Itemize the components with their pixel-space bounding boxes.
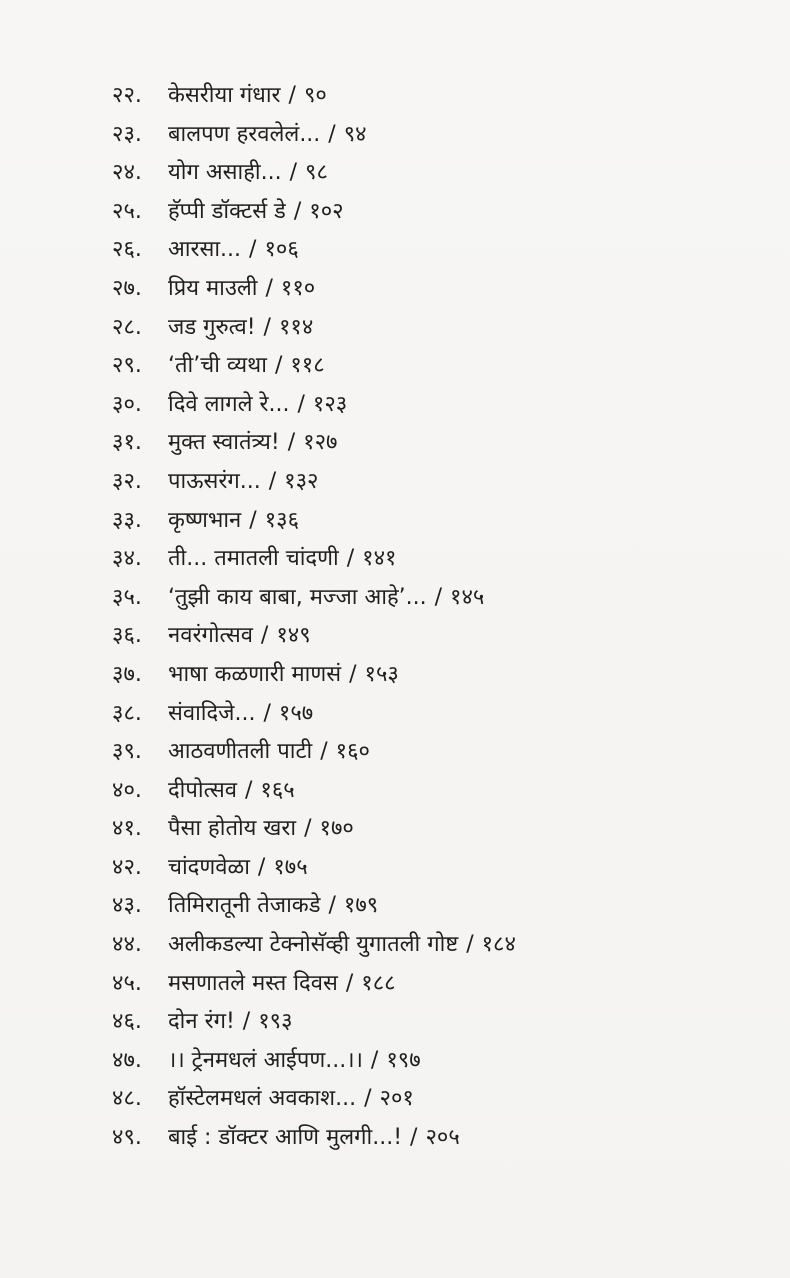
toc-entry (112, 849, 772, 888)
entry-title: मुक्त स्वातंत्र्य! (168, 430, 280, 456)
entry-page-number: ११८ (290, 353, 325, 379)
toc-entry (112, 695, 772, 734)
entry-separator: / (328, 121, 336, 147)
toc-entry (112, 270, 772, 309)
entry-number: ४९. (112, 1125, 142, 1151)
entry-page-number: १४५ (450, 584, 485, 610)
entry-title: भाषा कळणारी माणसं (168, 661, 342, 687)
entry-number: ४५. (112, 970, 142, 996)
entry-number: ३९. (112, 739, 142, 765)
entry-separator: / (244, 777, 253, 803)
entry-page-number: ११० (280, 275, 316, 301)
entry-number: ४१. (112, 816, 142, 842)
entry-page-number: २०५ (425, 1125, 460, 1151)
entry-title: पाऊसरंग... (168, 468, 261, 494)
entry-separator: / (265, 275, 273, 301)
entry-page-number: १३२ (284, 468, 319, 494)
entry-number: ३७. (112, 661, 142, 687)
entry-title: केसरीया गंधार (168, 83, 281, 108)
entry-number: २८. (112, 314, 142, 340)
entry-title: बालपण हरवलेलं... (168, 121, 321, 147)
entry-page-number: १८४ (481, 932, 516, 958)
entry-separator: / (434, 584, 443, 610)
entry-separator: / (328, 893, 336, 919)
entry-page-number: ९८ (305, 160, 328, 186)
entry-number: ३१. (112, 430, 142, 456)
toc-entry (112, 579, 772, 618)
entry-title: अलीकडल्या टेक्नोसॅव्ही युगातली गोष्ट (168, 932, 459, 958)
entry-page-number: ९० (303, 83, 327, 108)
entry-separator: / (349, 661, 357, 687)
entry-number: ३३. (112, 507, 142, 533)
entry-separator: / (268, 468, 277, 494)
entry-separator: / (263, 314, 271, 340)
toc-entry (112, 1080, 772, 1119)
entry-title: मसणातले मस्त दिवस (168, 970, 338, 996)
entry-page-number: १४९ (276, 623, 311, 649)
entry-page-number: १९७ (386, 1047, 421, 1073)
entry-separator: / (257, 854, 266, 880)
entry-number: ४६. (112, 1009, 142, 1035)
entry-title: हॉस्टेलमधलं अवकाश... (168, 1086, 357, 1112)
entry-number: ४७. (112, 1047, 142, 1073)
entry-separator: / (410, 1125, 418, 1151)
entry-number: २३. (112, 121, 142, 147)
entry-title: नवरंगोत्सव (168, 623, 253, 649)
toc-entry (112, 116, 772, 155)
entry-page-number: १६० (335, 739, 370, 765)
entry-page-number: १०६ (264, 237, 299, 263)
entry-separator: / (364, 1086, 372, 1112)
toc-entry (112, 810, 772, 849)
table-of-contents (112, 77, 772, 1158)
toc-entry (112, 1003, 772, 1042)
entry-separator: / (249, 237, 257, 263)
entry-title: प्रिय माउली (168, 275, 258, 301)
entry-number: २६. (112, 237, 142, 263)
entry-number: ४४. (112, 932, 142, 958)
entry-number: २२. (112, 83, 142, 108)
entry-number: ३०. (112, 391, 142, 417)
toc-entry (112, 540, 772, 579)
entry-separator: / (263, 700, 271, 726)
entry-number: ४८. (112, 1086, 142, 1112)
entry-number: ३२. (112, 468, 142, 494)
entry-title: ‘ती’ची व्यथा (168, 353, 267, 379)
entry-title: आठवणीतली पाटी (168, 739, 313, 765)
toc-entry (112, 1042, 772, 1081)
entry-page-number: १७९ (343, 893, 379, 919)
entry-title: पैसा होतोय खरा (168, 816, 297, 842)
entry-title: योग असाही... (168, 160, 282, 186)
entry-page-number: १०२ (309, 198, 344, 224)
toc-entry (112, 502, 772, 541)
entry-page-number: १२३ (312, 391, 348, 417)
entry-page-number: १६५ (260, 777, 295, 803)
toc-entry (112, 617, 772, 656)
entry-title: ती... तमातली चांदणी (168, 546, 339, 572)
toc-entry (112, 347, 772, 386)
toc-entry (112, 463, 772, 502)
entry-separator: / (293, 198, 302, 224)
entry-page-number: १५३ (364, 661, 399, 687)
entry-number: २९. (112, 353, 142, 379)
entry-separator: / (242, 1009, 251, 1035)
toc-entry (112, 386, 772, 425)
toc-entry (112, 1119, 772, 1158)
entry-separator: / (288, 83, 296, 108)
entry-title: तिमिरातूनी तेजाकडे (168, 893, 321, 919)
entry-number: ३५. (112, 584, 142, 610)
entry-separator: / (249, 507, 257, 533)
entry-separator: / (346, 546, 355, 572)
entry-separator: / (370, 1047, 379, 1073)
entry-number: ३६. (112, 623, 142, 649)
entry-page-number: १७० (319, 816, 354, 842)
toc-entry (112, 656, 772, 695)
entry-page-number: १७५ (273, 854, 308, 880)
entry-title: दीपोत्सव (168, 777, 237, 803)
entry-number: ४२. (112, 854, 142, 880)
toc-entry (112, 193, 772, 232)
toc-entry (112, 424, 772, 463)
entry-number: २७. (112, 275, 142, 301)
toc-entry (112, 733, 772, 772)
entry-separator: / (274, 353, 283, 379)
toc-entry (112, 887, 772, 926)
entry-title: हॅप्पी डॉक्टर्स डे (168, 198, 286, 224)
toc-entry (112, 231, 772, 270)
entry-separator: / (304, 816, 312, 842)
entry-number: ३४. (112, 546, 142, 572)
entry-page-number: १४१ (362, 546, 397, 572)
entry-page-number: ११४ (278, 314, 314, 340)
entry-title: दोन रंग! (168, 1009, 235, 1035)
entry-page-number: १५७ (278, 700, 314, 726)
entry-title: बाई : डॉक्टर आणि मुलगी...! (168, 1125, 403, 1151)
entry-page-number: १८८ (361, 970, 396, 996)
entry-number: ३८. (112, 700, 142, 726)
entry-title: संवादिजे... (168, 700, 256, 726)
entry-separator: / (345, 970, 354, 996)
toc-entry (112, 309, 772, 348)
entry-page-number: ९४ (343, 121, 367, 147)
entry-separator: / (320, 739, 328, 765)
entry-title: दिवे लागले रे... (168, 391, 290, 417)
entry-page-number: १२७ (303, 430, 338, 456)
toc-entry (112, 77, 772, 116)
entry-title: जड गुरुत्व! (168, 314, 256, 340)
entry-number: ४०. (112, 777, 142, 803)
entry-title: ।। ट्रेनमधलं आईपण...।। (168, 1047, 363, 1073)
entry-separator: / (297, 391, 305, 417)
entry-page-number: १३६ (264, 507, 300, 533)
entry-number: ४३. (112, 893, 142, 919)
entry-title: चांदणवेळा (168, 854, 250, 880)
entry-page-number: १९३ (258, 1009, 293, 1035)
entry-number: २५. (112, 198, 142, 224)
entry-separator: / (287, 430, 296, 456)
entry-title: आरसा... (168, 237, 242, 263)
entry-separator: / (260, 623, 269, 649)
toc-entry (112, 154, 772, 193)
toc-entry (112, 772, 772, 811)
entry-page-number: २०१ (379, 1086, 414, 1112)
entry-separator: / (466, 932, 474, 958)
entry-title: कृष्णभान (168, 507, 242, 533)
entry-number: २४. (112, 160, 142, 186)
entry-title: ‘तुझी काय बाबा, मज्जा आहे’... (168, 584, 427, 610)
entry-separator: / (289, 160, 297, 186)
toc-entry (112, 965, 772, 1004)
toc-entry (112, 926, 772, 965)
